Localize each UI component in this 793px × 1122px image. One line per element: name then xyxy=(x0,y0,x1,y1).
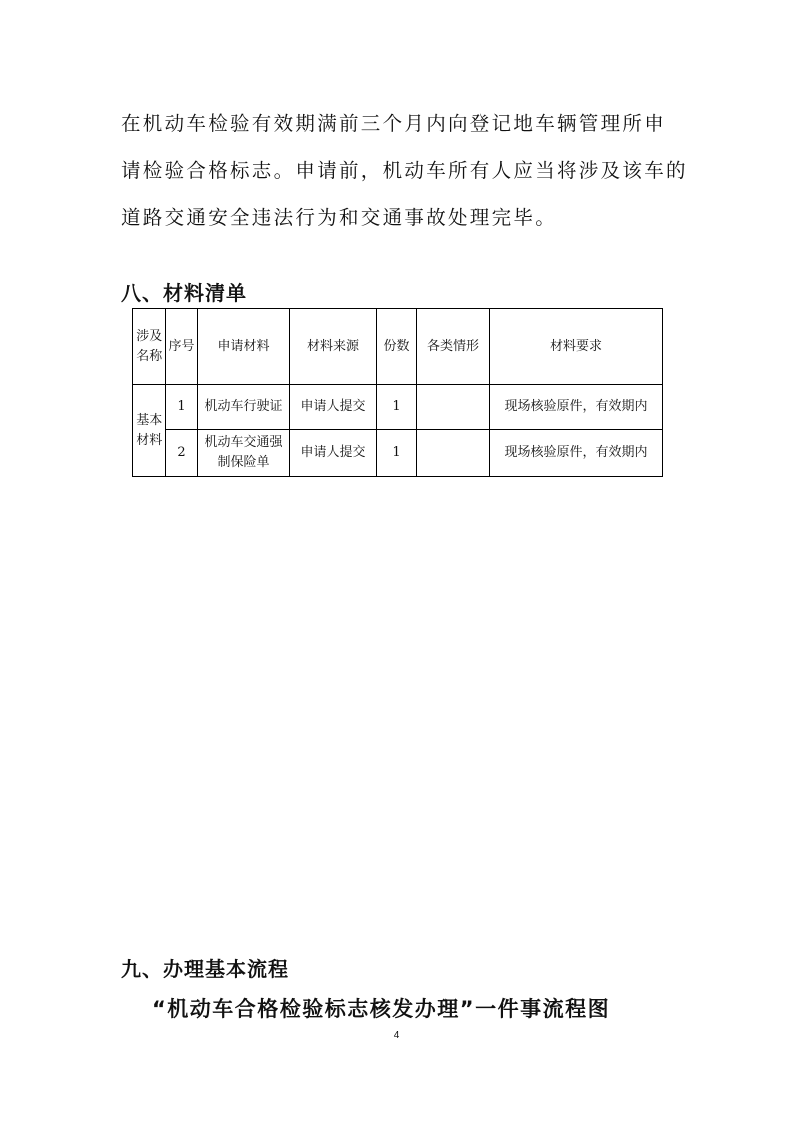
paragraph-line: 在机动车检验有效期满前三个月内向登记地车辆管理所申 xyxy=(121,112,667,135)
section-heading-materials: 八、材料清单 xyxy=(121,281,247,305)
copies-cell: 1 xyxy=(377,385,417,430)
situation-cell xyxy=(417,430,490,477)
paragraph-line: 道路交通安全违法行为和交通事故处理完毕。 xyxy=(121,206,558,229)
material-cell: 机动车行驶证 xyxy=(198,385,290,430)
materials-table xyxy=(132,308,663,477)
source-cell: 申请人提交 xyxy=(290,385,377,430)
situation-cell xyxy=(417,385,490,430)
header-cell: 各类情形 xyxy=(417,309,490,385)
requirement-cell: 现场核验原件，有效期内 xyxy=(490,385,663,430)
requirement-cell: 现场核验原件，有效期内 xyxy=(490,430,663,477)
table-header-row xyxy=(133,309,663,385)
flowchart-title: “机动车合格检验标志核发办理”一件事流程图 xyxy=(152,997,611,1021)
index-cell: 1 xyxy=(166,385,198,430)
body-paragraph xyxy=(121,100,688,241)
header-cell: 申请材料 xyxy=(198,309,290,385)
header-cell: 份数 xyxy=(377,309,417,385)
header-cell: 材料来源 xyxy=(290,309,377,385)
table-row xyxy=(133,430,663,477)
index-cell: 2 xyxy=(166,430,198,477)
table-row xyxy=(133,385,663,430)
page-number: 4 xyxy=(393,1030,400,1041)
material-cell: 机动车交通强制保险单 xyxy=(198,430,290,477)
header-cell: 涉及名称 xyxy=(133,309,166,385)
copies-cell: 1 xyxy=(377,430,417,477)
paragraph-line: 请检验合格标志。申请前，机动车所有人应当将涉及该车的 xyxy=(121,159,688,182)
header-cell: 材料要求 xyxy=(490,309,663,385)
header-cell: 序号 xyxy=(166,309,198,385)
group-label-cell: 基本材料 xyxy=(133,385,166,477)
source-cell: 申请人提交 xyxy=(290,430,377,477)
section-heading-process: 九、办理基本流程 xyxy=(121,957,289,981)
